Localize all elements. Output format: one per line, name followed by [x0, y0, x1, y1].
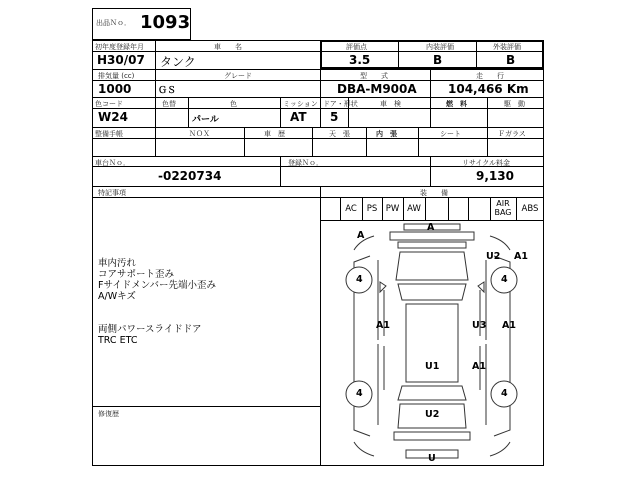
fuel-label: 燃 料 [446, 100, 467, 108]
score-value: 3.5 [349, 53, 371, 67]
equipment-label: 装 備 [420, 189, 448, 197]
equipment-ac: AC [345, 204, 357, 214]
grade-label: グレード [224, 72, 252, 80]
equipment-pw: PW [385, 204, 400, 214]
mark-door-right-inner: U3 [472, 320, 487, 331]
first-reg-label: 初年度登録年月 [95, 43, 144, 51]
notes-label: 特記事項 [98, 189, 126, 197]
interior-score-value: B [433, 53, 443, 67]
chassis-value: -0220734 [158, 169, 222, 183]
chassis-label: 車台Ｎｏ． [95, 159, 130, 167]
lot-number-label: 出品Ｎｏ． [96, 19, 131, 27]
mileage-value: 104,466 Km [448, 82, 529, 96]
doors-label: ドア・形状 [323, 100, 358, 108]
reg-no-label: 登録Ｎｏ． [288, 159, 323, 167]
color-code-label: 色コード [95, 100, 123, 108]
note-line [98, 302, 216, 313]
note-line: TRC ETC [98, 335, 138, 346]
note-line: 両側パワースライドドア [98, 324, 202, 335]
glass-label: Ｆガラス [498, 130, 526, 138]
nox-label: ＮＯＸ [189, 130, 210, 138]
recycle-label: リサイクル料金 [462, 159, 511, 167]
mileage-label: 走 行 [476, 72, 504, 80]
car-name-value: タンク [160, 55, 196, 69]
manual-label: 整備手帳 [95, 130, 123, 138]
color-value: パール [192, 115, 219, 125]
mark-roof: U1 [425, 361, 440, 372]
mark-front-left: A [357, 230, 365, 241]
mark-trunk: U2 [425, 409, 440, 420]
model-label: 型 式 [360, 72, 388, 80]
mark-front-fender-right: A1 [514, 251, 528, 262]
mark-tire-fr: 4 [501, 274, 508, 285]
mark-rear-side-right: A1 [472, 361, 486, 372]
history-label: 車 歴 [264, 130, 285, 138]
inspection-label: 車 検 [380, 100, 401, 108]
mark-tire-fl: 4 [356, 274, 363, 285]
equipment-abs: ABS [521, 204, 539, 214]
equipment-airbag: AIR BAG [494, 199, 512, 217]
mark-front-bumper: A [427, 222, 435, 233]
score-label: 評価点 [346, 43, 367, 51]
note-line: Fサイドメンバー先端小歪み [98, 280, 217, 291]
equipment-ps: PS [366, 204, 378, 214]
repair-history-label: 修復歴 [98, 410, 119, 418]
mark-door-left: A1 [376, 320, 390, 331]
displacement-label: 排気量 (cc) [98, 72, 135, 80]
mission-value: AT [290, 110, 307, 124]
mark-tire-rl: 4 [356, 388, 363, 399]
doors-value: 5 [330, 110, 339, 124]
exterior-score-label: 外装評価 [493, 43, 521, 51]
interior-trim-label: 内 張 [376, 130, 397, 138]
grade-value: ＧＳ [158, 86, 177, 96]
displacement-value: 1000 [98, 82, 132, 96]
model-value: DBA-M900A [337, 82, 417, 96]
notes-block [98, 258, 216, 346]
car-diagram [320, 220, 544, 466]
mark-rear-bumper: U [428, 453, 436, 464]
mark-hood-right: U2 [486, 251, 501, 262]
car-name-label: 車 名 [214, 43, 242, 51]
note-line: A/Wキズ [98, 291, 136, 302]
color-change-label: 色替 [162, 100, 176, 108]
mark-tire-rr: 4 [501, 388, 508, 399]
mission-label: ミッション [283, 100, 318, 108]
note-line: 車内汚れ [98, 258, 137, 269]
mark-door-right: A1 [502, 320, 516, 331]
equipment-aw: AW [407, 204, 421, 214]
seat-label: シート [440, 130, 461, 138]
color-code-value: W24 [98, 110, 128, 124]
recycle-value: 9,130 [476, 169, 514, 183]
note-line: コアサポート歪み [98, 269, 175, 280]
interior-score-label: 内装評価 [426, 43, 454, 51]
sunroof-label: 天 張 [329, 130, 350, 138]
color-label: 色 [230, 100, 237, 108]
drive-label: 駆 動 [504, 100, 525, 108]
lot-number: 1093 [140, 12, 191, 33]
exterior-score-value: B [506, 53, 516, 67]
first-reg-value: H30/07 [97, 53, 145, 67]
